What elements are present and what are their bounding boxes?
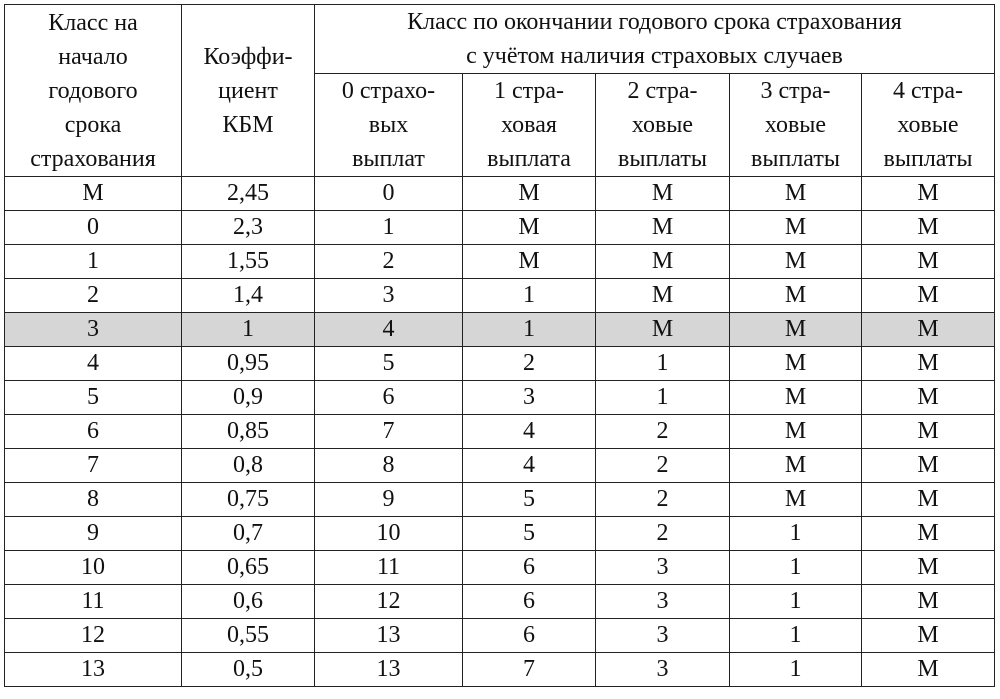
cell-2-claims: М <box>596 211 730 245</box>
cell-0-claims: 5 <box>315 347 463 381</box>
header-line: выплат <box>352 146 425 172</box>
cell-3-claims: 1 <box>730 653 862 687</box>
header-4-claims <box>862 74 995 177</box>
cell-class-start: 2 <box>5 279 182 313</box>
header-line: ховая <box>501 112 557 138</box>
header-line: ховые <box>631 112 694 138</box>
table-row <box>5 415 995 449</box>
cell-kbm: 2,3 <box>182 211 315 245</box>
cell-0-claims: 13 <box>315 619 463 653</box>
cell-4-claims: М <box>862 415 995 449</box>
cell-4-claims: М <box>862 585 995 619</box>
table-header <box>5 5 995 177</box>
cell-kbm: 0,5 <box>182 653 315 687</box>
cell-kbm: 0,75 <box>182 483 315 517</box>
table-row <box>5 483 995 517</box>
cell-1-claim: 5 <box>463 517 596 551</box>
cell-4-claims: М <box>862 245 995 279</box>
cell-3-claims: М <box>730 449 862 483</box>
cell-kbm: 1 <box>182 313 315 347</box>
cell-class-start: 6 <box>5 415 182 449</box>
cell-3-claims: М <box>730 177 862 211</box>
cell-0-claims: 11 <box>315 551 463 585</box>
cell-kbm: 0,65 <box>182 551 315 585</box>
cell-class-start: 5 <box>5 381 182 415</box>
header-2-claims <box>596 74 730 177</box>
header-line: ховые <box>897 112 959 138</box>
header-class-end-group <box>315 5 995 74</box>
cell-2-claims: М <box>596 279 730 313</box>
cell-1-claim: 4 <box>463 415 596 449</box>
header-line: выплаты <box>751 146 840 172</box>
table-row <box>5 347 995 381</box>
header-line: 3 стра- <box>760 78 831 104</box>
cell-4-claims: М <box>862 177 995 211</box>
cell-1-claim: 1 <box>463 279 596 313</box>
cell-kbm: 0,8 <box>182 449 315 483</box>
table-row <box>5 619 995 653</box>
table-row <box>5 177 995 211</box>
cell-3-claims: 1 <box>730 585 862 619</box>
cell-1-claim: 6 <box>463 619 596 653</box>
cell-0-claims: 10 <box>315 517 463 551</box>
table-row <box>5 279 995 313</box>
header-line: циент <box>218 77 278 104</box>
cell-0-claims: 9 <box>315 483 463 517</box>
cell-2-claims: 2 <box>596 415 730 449</box>
cell-1-claim: М <box>463 245 596 279</box>
header-line: выплаты <box>883 146 973 172</box>
cell-kbm: 1,55 <box>182 245 315 279</box>
cell-3-claims: 1 <box>730 619 862 653</box>
header-line: 4 стра- <box>892 78 964 104</box>
cell-2-claims: 3 <box>596 619 730 653</box>
table-row-highlighted <box>5 313 995 347</box>
cell-4-claims: М <box>862 347 995 381</box>
cell-kbm: 0,55 <box>182 619 315 653</box>
cell-3-claims: М <box>730 483 862 517</box>
cell-3-claims: 1 <box>730 551 862 585</box>
cell-3-claims: М <box>730 279 862 313</box>
cell-kbm: 0,9 <box>182 381 315 415</box>
table-body <box>5 177 995 687</box>
cell-1-claim: 5 <box>463 483 596 517</box>
cell-class-start: 0 <box>5 211 182 245</box>
cell-4-claims: М <box>862 619 995 653</box>
cell-kbm: 2,45 <box>182 177 315 211</box>
header-line: выплаты <box>618 146 707 172</box>
cell-class-start: 4 <box>5 347 182 381</box>
cell-class-start: 8 <box>5 483 182 517</box>
cell-0-claims: 13 <box>315 653 463 687</box>
cell-4-claims: М <box>862 483 995 517</box>
table-row <box>5 585 995 619</box>
header-line: 1 стра- <box>493 78 565 104</box>
cell-3-claims: 1 <box>730 517 862 551</box>
cell-kbm: 0,95 <box>182 347 315 381</box>
cell-class-start: М <box>5 177 182 211</box>
header-line: вых <box>368 112 409 138</box>
cell-4-claims: М <box>862 517 995 551</box>
header-1-claim <box>463 74 596 177</box>
cell-4-claims: М <box>862 551 995 585</box>
cell-1-claim: М <box>463 177 596 211</box>
cell-2-claims: 3 <box>596 585 730 619</box>
cell-class-start: 7 <box>5 449 182 483</box>
cell-0-claims: 12 <box>315 585 463 619</box>
cell-kbm: 0,85 <box>182 415 315 449</box>
cell-2-claims: 2 <box>596 449 730 483</box>
cell-2-claims: 1 <box>596 381 730 415</box>
header-line: 2 стра- <box>627 78 698 104</box>
cell-2-claims: М <box>596 177 730 211</box>
cell-2-claims: М <box>596 313 730 347</box>
table-row <box>5 653 995 687</box>
cell-2-claims: 1 <box>596 347 730 381</box>
cell-class-start: 12 <box>5 619 182 653</box>
cell-1-claim: 7 <box>463 653 596 687</box>
cell-4-claims: М <box>862 653 995 687</box>
header-line: 0 страхо- <box>341 78 436 104</box>
cell-kbm: 1,4 <box>182 279 315 313</box>
table-row <box>5 211 995 245</box>
cell-0-claims: 1 <box>315 211 463 245</box>
cell-2-claims: 3 <box>596 551 730 585</box>
header-line: Коэффи- <box>203 43 293 70</box>
cell-class-start: 3 <box>5 313 182 347</box>
cell-2-claims: 2 <box>596 483 730 517</box>
cell-0-claims: 2 <box>315 245 463 279</box>
cell-0-claims: 4 <box>315 313 463 347</box>
header-line: срока <box>64 111 122 138</box>
header-3-claims <box>730 74 862 177</box>
cell-3-claims: М <box>730 313 862 347</box>
header-line: выплата <box>487 146 571 172</box>
cell-4-claims: М <box>862 313 995 347</box>
cell-1-claim: 2 <box>463 347 596 381</box>
cell-1-claim: 1 <box>463 313 596 347</box>
cell-1-claim: М <box>463 211 596 245</box>
cell-3-claims: М <box>730 245 862 279</box>
header-line: ховые <box>764 112 827 138</box>
cell-4-claims: М <box>862 449 995 483</box>
cell-class-start: 11 <box>5 585 182 619</box>
kbm-table-container <box>4 4 995 687</box>
header-line: с учётом наличия страховых случаев <box>466 43 843 69</box>
header-class-start <box>5 5 182 177</box>
cell-class-start: 9 <box>5 517 182 551</box>
cell-4-claims: М <box>862 381 995 415</box>
header-line: начало <box>58 43 128 70</box>
cell-0-claims: 6 <box>315 381 463 415</box>
table-row <box>5 245 995 279</box>
header-line: Класс по окончании годового срока страхования <box>407 9 902 35</box>
header-line: страхования <box>30 145 156 172</box>
table-row <box>5 381 995 415</box>
cell-0-claims: 3 <box>315 279 463 313</box>
cell-3-claims: М <box>730 347 862 381</box>
header-0-claims <box>315 74 463 177</box>
cell-0-claims: 8 <box>315 449 463 483</box>
table-row <box>5 551 995 585</box>
table-row <box>5 449 995 483</box>
cell-2-claims: 3 <box>596 653 730 687</box>
cell-class-start: 10 <box>5 551 182 585</box>
header-line: Класс на <box>48 9 138 36</box>
cell-class-start: 13 <box>5 653 182 687</box>
table-row <box>5 517 995 551</box>
cell-class-start: 1 <box>5 245 182 279</box>
cell-2-claims: 2 <box>596 517 730 551</box>
cell-kbm: 0,6 <box>182 585 315 619</box>
cell-kbm: 0,7 <box>182 517 315 551</box>
cell-1-claim: 6 <box>463 585 596 619</box>
header-line: годового <box>48 77 138 104</box>
cell-0-claims: 7 <box>315 415 463 449</box>
cell-3-claims: М <box>730 415 862 449</box>
cell-2-claims: М <box>596 245 730 279</box>
cell-4-claims: М <box>862 279 995 313</box>
cell-4-claims: М <box>862 211 995 245</box>
header-coefficient <box>182 5 315 177</box>
cell-1-claim: 3 <box>463 381 596 415</box>
cell-1-claim: 6 <box>463 551 596 585</box>
cell-0-claims: 0 <box>315 177 463 211</box>
kbm-table <box>4 4 995 687</box>
cell-3-claims: М <box>730 211 862 245</box>
header-line: КБМ <box>222 111 274 138</box>
cell-1-claim: 4 <box>463 449 596 483</box>
cell-3-claims: М <box>730 381 862 415</box>
